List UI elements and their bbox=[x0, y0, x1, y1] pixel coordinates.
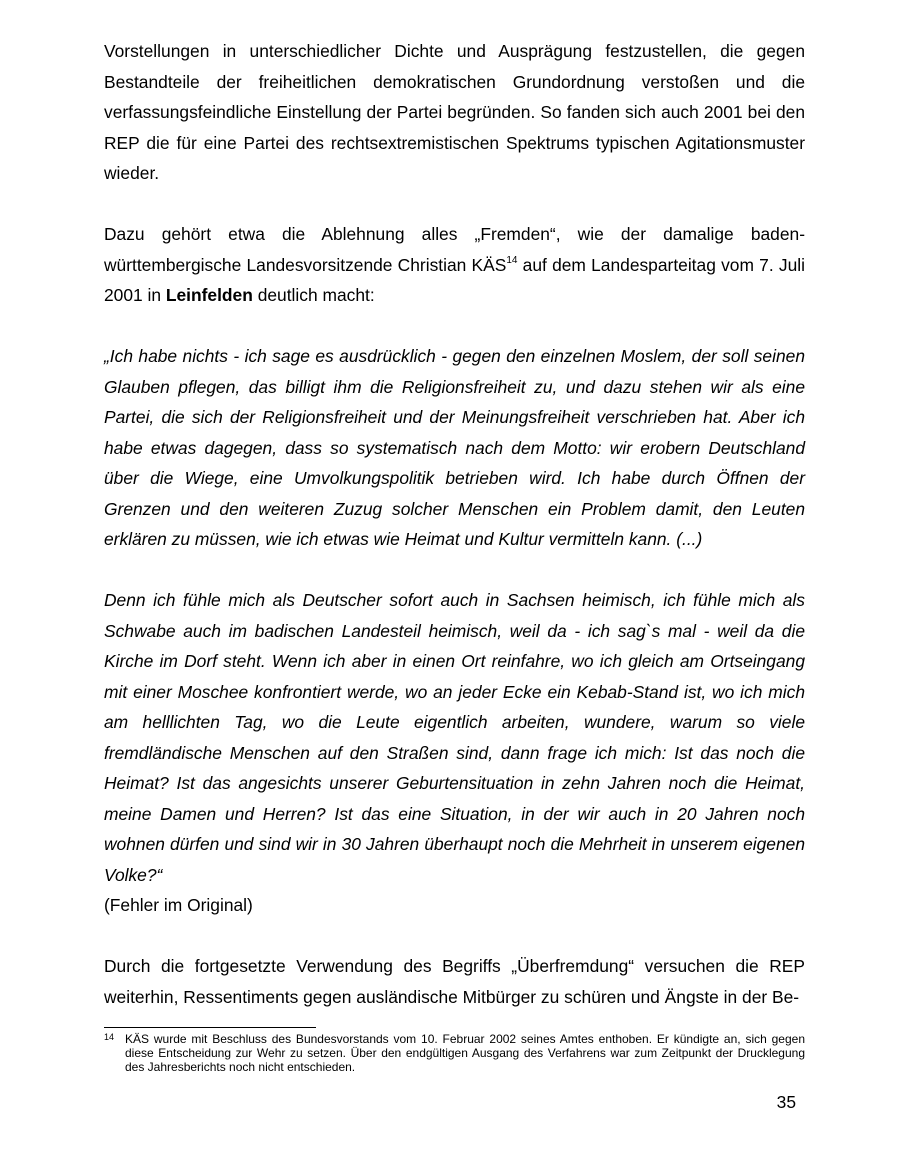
place-name-bold: Leinfelden bbox=[165, 285, 253, 305]
paragraph-kaes-text-1: Dazu gehört etwa die Ablehnung alles „Fremden“, wie der damalige baden-württembergische Landesvorsitzende Christian KÄS bbox=[104, 224, 805, 275]
page-body bbox=[104, 36, 805, 1012]
paragraph-gap bbox=[104, 921, 805, 952]
paragraph-kaes bbox=[104, 219, 805, 311]
footnote bbox=[104, 1032, 805, 1075]
paragraph-intro: Vorstellungen in unterschiedlicher Dichte und Ausprägung festzustellen, die gegen Bestandteile der freiheitlichen demokratischen Grundordnung verstoßen und die verfassungsfeindliche Einstellung der Partei begründen. So fanden sich auch 2001 bei den REP die für eine Partei des rechtsextremistischen Spektrums typischen Agitationsmuster wieder. bbox=[104, 41, 805, 183]
quote-paragraph-1: „Ich habe nichts - ich sage es ausdrücklich - gegen den einzelnen Moslem, der soll seinen Glauben pflegen, das billigt ihm die Religionsfreiheit zu, und dazu stehen wir als eine Partei, die sich der Religionsfreiheit und der Meinungsfreiheit verschrieben hat. Aber ich habe etwas dagegen, dass so systematisch nach dem Motto: wir erobern Deutschland über die Wiege, eine Umvolkungspolitik betrieben wird. Ich habe durch Öffnen der Grenzen und den weiteren Zuzug solcher Menschen ein Problem damit, den Leuten erklären zu müssen, wie ich etwas wie Heimat und Kultur vermitteln kann. (...) bbox=[104, 346, 805, 549]
footnote-number: 14 bbox=[104, 1032, 115, 1042]
paragraph-gap bbox=[104, 555, 805, 586]
quote-error-note: (Fehler im Original) bbox=[104, 895, 253, 915]
quote-paragraph-2: Denn ich fühle mich als Deutscher sofort auch in Sachsen heimisch, ich fühle mich als Schwabe auch im badischen Landesteil heimisch, weil da - ich sag`s mal - weil da die Kirche im Dorf steht. Wenn ich aber in einen Ort reinfahre, wo ich gleich am Ortseingang mit einer Moschee konfrontiert werde, wo an jeder Ecke ein Kebab-Stand ist, wo ich mich am helllichten Tag, wo die Leute eigentlich arbeiten, wundere, warum so viele fremdländische Menschen auf den Straßen sind, dann frage ich mich: Ist das noch die Heimat? Ist das angesichts unserer Geburtensituation in zehn Jahren noch die Heimat, meine Damen und Herren? Ist das eine Situation, in der wir auch in 20 Jahren noch wohnen dürfen und sind wir in 30 Jahren überhaupt noch die Mehrheit in unserem eigenen Volke?“ bbox=[104, 590, 805, 885]
paragraph-gap bbox=[104, 311, 805, 342]
footnote-text: KÄS wurde mit Beschluss des Bundesvorstands vom 10. Februar 2002 seines Amtes enthoben. Er kündigte an, sich gegen diese Entscheidung zur Wehr zu setzen. Über den endgültigen Ausgang des Verfahrens war zum Zeitpunkt der Drucklegung des Jahresberichts noch nicht entschieden. bbox=[125, 1032, 805, 1075]
footnote-reference[interactable]: 14 bbox=[506, 254, 518, 266]
paragraph-gap bbox=[104, 189, 805, 220]
paragraph-ueberfremdung: Durch die fortgesetzte Verwendung des Begriffs „Überfremdung“ versuchen die REP weiterhin, Ressentiments gegen ausländische Mitbürger zu schüren und Ängste in der Be- bbox=[104, 956, 805, 1007]
page-number: 35 bbox=[776, 1092, 796, 1112]
paragraph-kaes-text-2: auf dem Landesparteitag vom 7. Juli 2001 in bbox=[104, 254, 805, 305]
footnote-separator bbox=[104, 1027, 316, 1028]
paragraph-kaes-text-3: deutlich macht: bbox=[252, 285, 375, 305]
